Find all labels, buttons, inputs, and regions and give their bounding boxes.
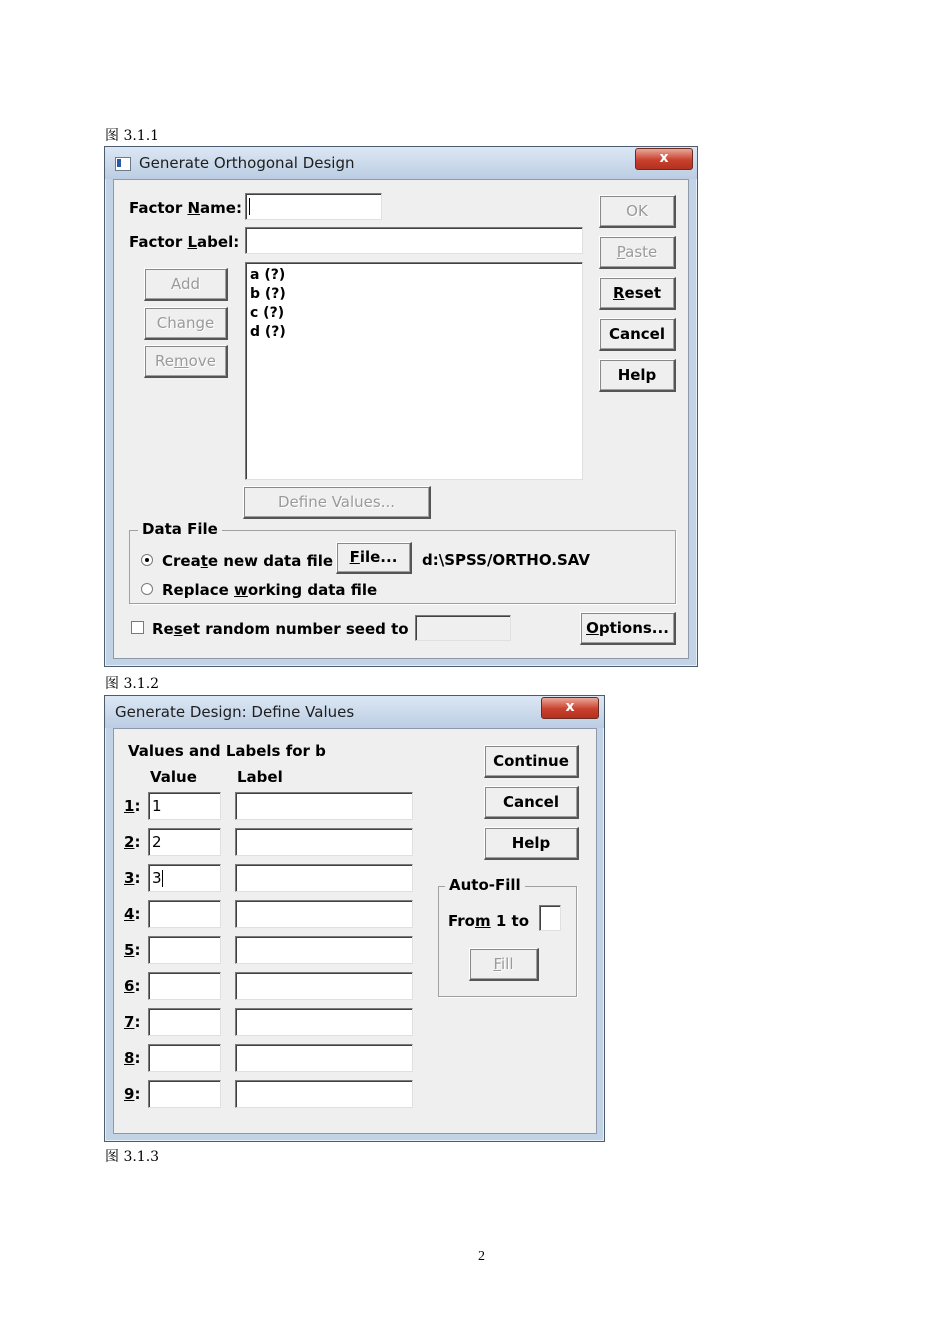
factor-label-input[interactable] xyxy=(245,227,583,254)
replace-working-file-radio[interactable] xyxy=(141,583,153,595)
help-button[interactable]: Help xyxy=(484,827,579,860)
help-button[interactable]: Help xyxy=(599,359,676,392)
change-button[interactable]: Change xyxy=(144,307,228,340)
text-cursor xyxy=(162,870,163,887)
figure-caption-3: 图 3.1.3 xyxy=(105,1149,160,1165)
list-item[interactable]: a (?) xyxy=(250,267,286,283)
title-bar[interactable] xyxy=(105,147,697,179)
window-title: Generate Orthogonal Design xyxy=(139,154,355,172)
reset-button[interactable]: Reset xyxy=(599,277,676,310)
row-number-label: 6: xyxy=(124,977,141,995)
factor-label-label: Factor Label: xyxy=(129,233,240,251)
values-labels-heading: Values and Labels for b xyxy=(128,742,326,760)
figure-caption-1: 图 3.1.1 xyxy=(105,128,160,144)
label-input[interactable] xyxy=(235,1044,413,1072)
reset-seed-label[interactable]: Reset random number seed to xyxy=(152,620,409,638)
label-input[interactable] xyxy=(235,828,413,856)
window-icon xyxy=(115,157,131,171)
value-input[interactable]: 2 xyxy=(148,828,221,856)
add-button[interactable]: Add xyxy=(144,268,228,301)
cancel-button[interactable]: Cancel xyxy=(599,318,676,351)
label-input[interactable] xyxy=(235,936,413,964)
factor-name-label: Factor Name: xyxy=(129,199,242,217)
label-column-header: Label xyxy=(237,768,283,786)
figure-caption-2: 图 3.1.2 xyxy=(105,676,160,692)
label-input[interactable] xyxy=(235,864,413,892)
dialog-client-area xyxy=(113,728,597,1134)
create-new-file-label[interactable]: Create new data file xyxy=(162,552,334,570)
create-new-file-radio[interactable] xyxy=(141,554,153,566)
replace-working-file-label[interactable]: Replace working data file xyxy=(162,581,378,599)
row-number-label: 4: xyxy=(124,905,141,923)
page-number: 2 xyxy=(478,1249,485,1264)
list-item[interactable]: b (?) xyxy=(250,286,286,302)
file-button[interactable]: File... xyxy=(336,542,412,574)
reset-seed-checkbox[interactable] xyxy=(131,621,144,634)
fill-button[interactable]: Fill xyxy=(469,948,539,981)
from-to-label: From 1 to xyxy=(448,912,529,930)
auto-fill-group-title: Auto-Fill xyxy=(445,876,525,894)
label-input[interactable] xyxy=(235,1080,413,1108)
row-number-label: 7: xyxy=(124,1013,141,1031)
value-input[interactable] xyxy=(148,1080,221,1108)
paste-button[interactable]: Paste xyxy=(599,236,676,269)
title-bar[interactable] xyxy=(105,696,604,728)
label-input[interactable] xyxy=(235,792,413,820)
close-button[interactable]: x xyxy=(541,697,599,719)
dialog-client-area xyxy=(113,179,689,659)
value-input[interactable] xyxy=(148,900,221,928)
ok-button[interactable]: OK xyxy=(599,195,676,228)
close-button[interactable]: x xyxy=(635,148,693,170)
label-input[interactable] xyxy=(235,1008,413,1036)
continue-button[interactable]: Continue xyxy=(484,745,579,778)
factor-list[interactable] xyxy=(245,262,583,480)
value-column-header: Value xyxy=(150,768,197,786)
define-values-button[interactable]: Define Values... xyxy=(243,486,431,519)
value-input[interactable] xyxy=(148,1044,221,1072)
auto-fill-to-input[interactable] xyxy=(539,905,561,931)
window-title: Generate Design: Define Values xyxy=(115,703,355,721)
seed-input[interactable] xyxy=(415,615,511,641)
options-button[interactable]: Options... xyxy=(580,612,676,645)
value-input[interactable]: 3 xyxy=(148,864,221,892)
list-item[interactable]: c (?) xyxy=(250,305,285,321)
list-item[interactable]: d (?) xyxy=(250,324,286,340)
value-input[interactable] xyxy=(148,936,221,964)
row-number-label: 2: xyxy=(124,833,141,851)
row-number-label: 5: xyxy=(124,941,141,959)
label-input[interactable] xyxy=(235,900,413,928)
remove-button[interactable]: Remove xyxy=(144,345,228,378)
value-input[interactable]: 1 xyxy=(148,792,221,820)
value-input[interactable] xyxy=(148,1008,221,1036)
row-number-label: 1: xyxy=(124,797,141,815)
factor-name-input[interactable] xyxy=(245,193,382,220)
value-input[interactable] xyxy=(148,972,221,1000)
row-number-label: 9: xyxy=(124,1085,141,1103)
define-values-window xyxy=(104,695,605,1142)
text-cursor xyxy=(249,198,250,215)
row-number-label: 3: xyxy=(124,869,141,887)
file-path-text: d:\SPSS/ORTHO.SAV xyxy=(422,551,590,569)
generate-orthogonal-design-window xyxy=(104,146,698,667)
row-number-label: 8: xyxy=(124,1049,141,1067)
data-file-group-title: Data File xyxy=(138,520,222,538)
cancel-button[interactable]: Cancel xyxy=(484,786,579,819)
label-input[interactable] xyxy=(235,972,413,1000)
